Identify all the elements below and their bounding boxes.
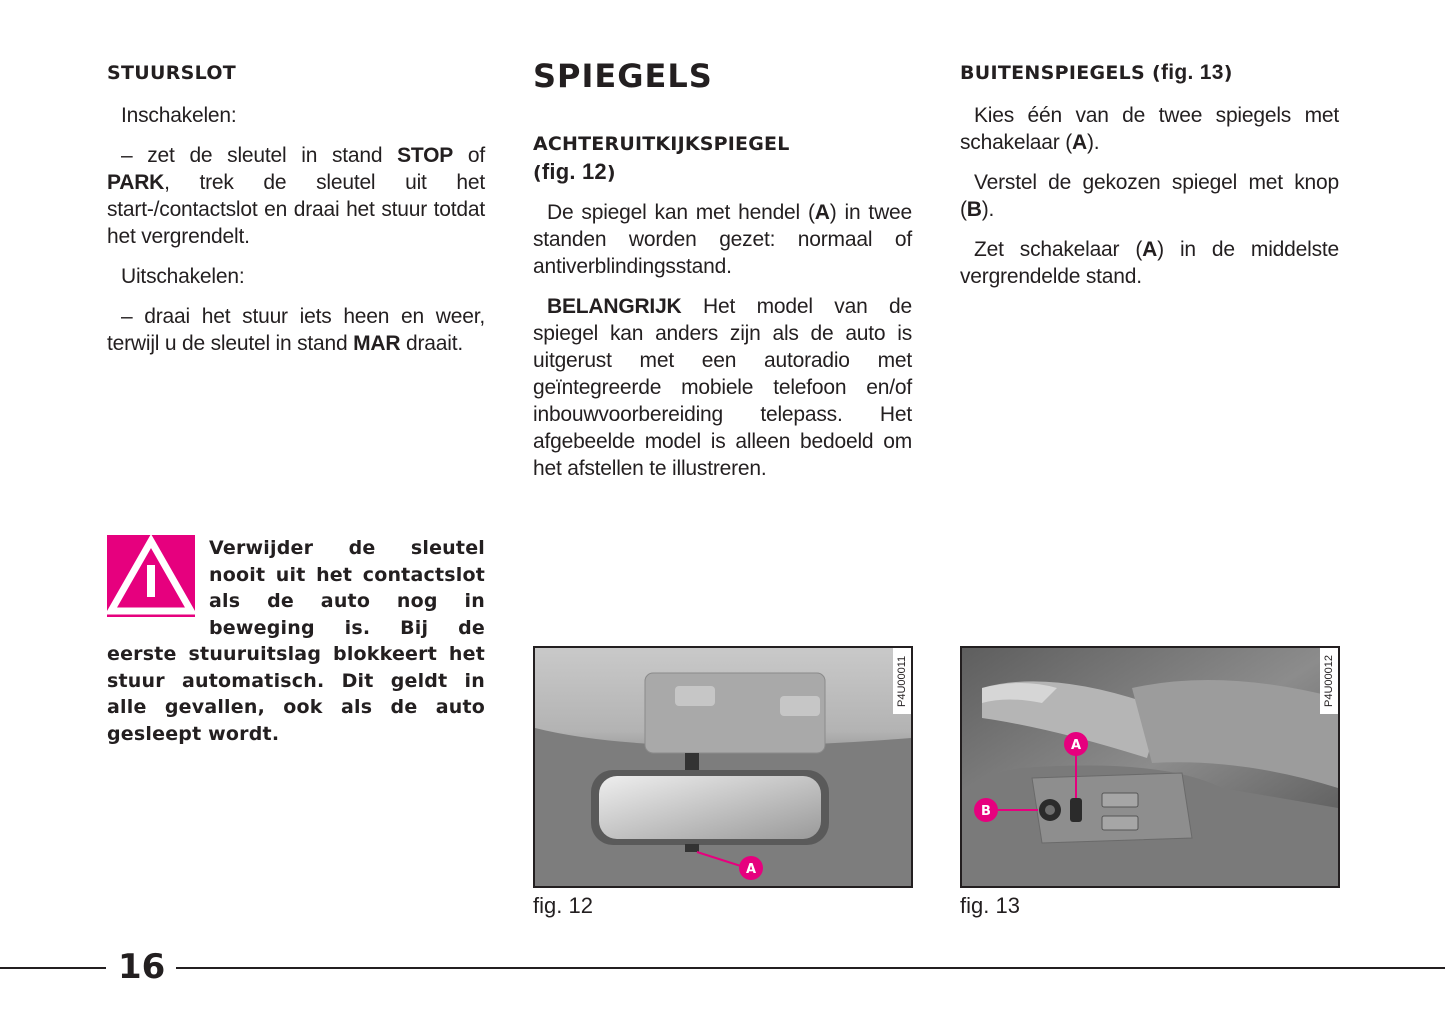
warning-text: Verwijder de sleutel nooit uit het contactslot als de auto nog in beweging is. Bij de eerste stuuruitslag blokkeert het stuur automatisch. Dit geldt in alle gevallen, ook als de auto gesleept wordt. — [107, 537, 485, 745]
exterior-mirror-switch-illustration — [962, 648, 1338, 886]
column-buitenspiegels — [960, 56, 1339, 303]
warning-triangle-icon — [107, 535, 195, 617]
footer-rule-left — [0, 967, 106, 969]
page-number: 16 — [118, 947, 166, 987]
footer-rule-right — [176, 967, 1445, 969]
section-heading-buitenspiegels: BUITENSPIEGELS (fig. 13) — [960, 61, 1233, 84]
page-title: SPIEGELS — [533, 57, 713, 95]
section-heading-stuurslot: STUURSLOT — [107, 62, 237, 84]
paragraph-stop-park: – zet de sleutel in stand STOP of PARK, trek de sleutel uit het start-/contactslot en draai het stuur totdat het vergrendelt. — [107, 144, 485, 248]
rearview-mirror-illustration — [535, 648, 911, 886]
paragraph-belangrijk: BELANGRIJK Het model van de spiegel kan anders zijn als de auto is uitgerust met een autoradio met geïntegreerde mobiele telefoon en/of inbouwvoorbereiding telepass. Het afgebeelde model is alleen bedoeld om het afstellen te illustreren. — [533, 295, 912, 480]
paragraph-hendel: De spiegel kan met hendel (A) in twee standen worden gezet: normaal of antiverblindingsstand. — [533, 201, 912, 278]
paragraph-verstel-spiegel: Verstel de gekozen spiegel met knop (B). — [960, 171, 1339, 221]
figure-code: P4U00011 — [893, 648, 911, 714]
caption-fig12: fig. 12 — [533, 893, 593, 918]
figure-code: P4U00012 — [1320, 648, 1338, 714]
paragraph-inschakelen: Inschakelen: — [121, 104, 237, 127]
column-stuurslot — [107, 56, 485, 370]
callout-a: A — [745, 862, 757, 877]
callout-a: A — [1070, 738, 1082, 753]
paragraph-middelste-stand: Zet schakelaar (A) in de middelste vergrendelde stand. — [960, 238, 1339, 288]
column-spiegels — [533, 56, 912, 495]
figure-exterior-mirror-switch — [960, 646, 1340, 888]
figure-rearview-mirror — [533, 646, 913, 888]
warning-box — [107, 535, 485, 747]
callout-b: B — [981, 804, 991, 819]
paragraph-mar: – draai het stuur iets heen en weer, terwijl u de sleutel in stand MAR draait. — [107, 305, 485, 355]
caption-fig13: fig. 13 — [960, 893, 1020, 918]
section-heading-achteruitkijkspiegel: ACHTERUITKIJKSPIEGEL (fig. 12) — [533, 133, 790, 184]
paragraph-kies-spiegel: Kies één van de twee spiegels met schakelaar (A). — [960, 104, 1339, 154]
paragraph-uitschakelen: Uitschakelen: — [121, 265, 245, 288]
